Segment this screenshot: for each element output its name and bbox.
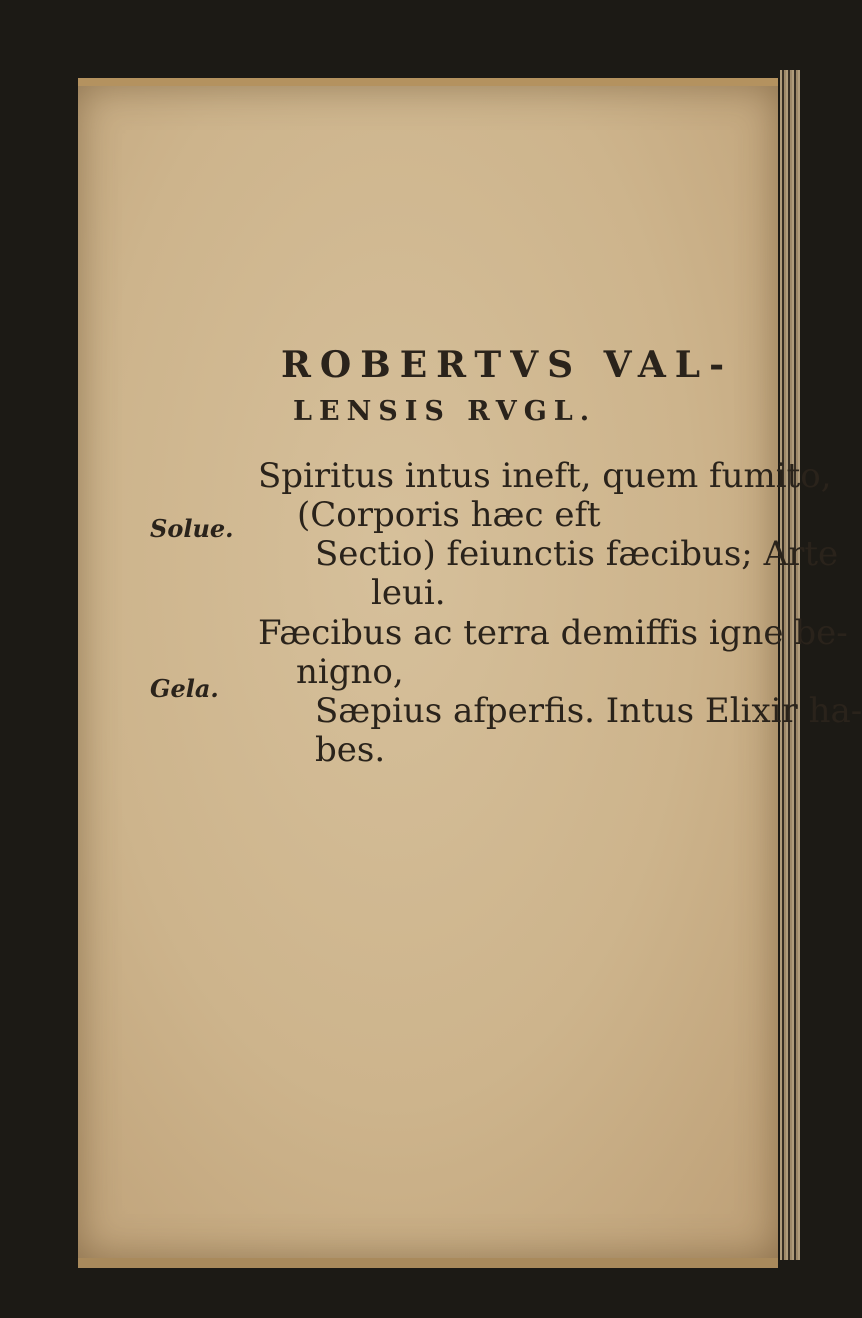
book-page [78, 78, 862, 1268]
verse-line-1: Spiritus intus ineft, quem fumito, [258, 456, 832, 496]
verse-line-2: (Corporis hæc eft [297, 495, 601, 535]
verse-line-7: Sæpius afperfis. Intus Elixir ha- [315, 691, 862, 731]
verse-line-4: leui. [371, 573, 446, 613]
verse-line-8: bes. [315, 730, 386, 770]
verse-line-5: Fæcibus ac terra demiffis igne be- [258, 613, 848, 653]
verse-line-6: nigno, [296, 652, 404, 692]
margin-note-gela: Gela. [150, 674, 219, 703]
author-heading-line-2: LENSIS RVGL. [293, 396, 597, 427]
verse-line-3: Sectio) feiunctis fæcibus; Arte [315, 534, 839, 574]
margin-note-solue: Solue. [150, 514, 234, 543]
author-heading-line-1: ROBERTVS VAL- [281, 344, 734, 386]
page-edge-stack [780, 70, 800, 1260]
